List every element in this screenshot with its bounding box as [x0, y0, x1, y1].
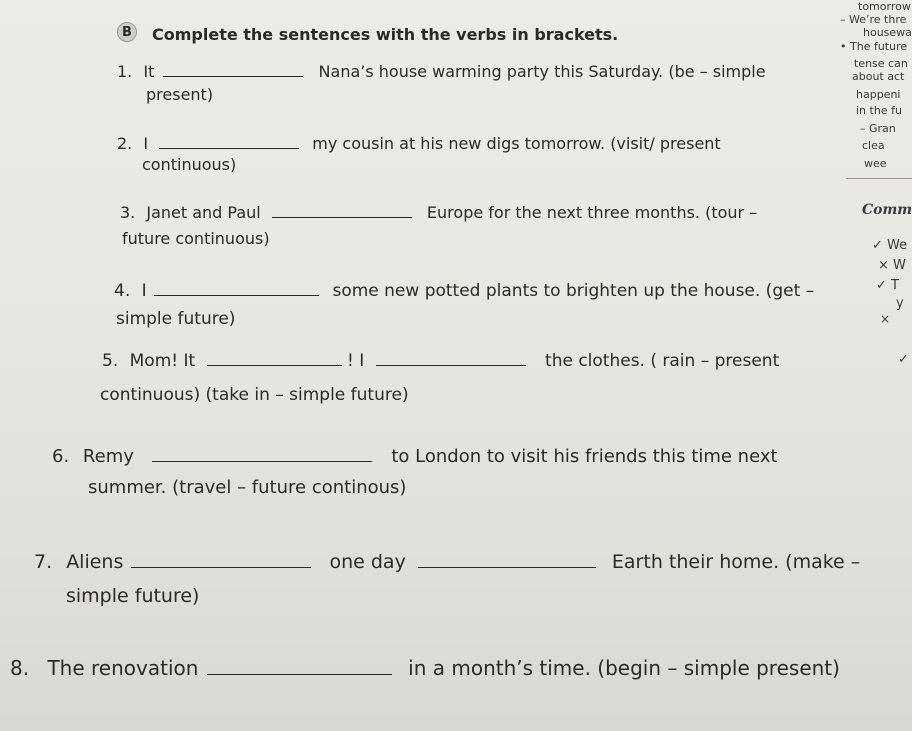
question-2-line-1: [117, 134, 721, 153]
question-text: my cousin at his new digs tomorrow. (visit/ present: [312, 134, 721, 153]
question-number: 4.: [114, 281, 131, 301]
answer-blank[interactable]: [131, 566, 311, 568]
answer-blank[interactable]: [163, 75, 303, 77]
answer-blank[interactable]: [152, 460, 372, 462]
question-number: 7.: [34, 551, 53, 573]
question-3-line-1: [120, 203, 757, 222]
sidebar-note: housewa: [863, 26, 912, 39]
question-8-line-1: [10, 656, 840, 680]
sidebar-heading: Comm: [862, 202, 912, 218]
sidebar-note: tense can: [854, 57, 908, 70]
answer-blank[interactable]: [376, 364, 526, 366]
question-text: I: [143, 134, 149, 153]
answer-blank[interactable]: [418, 566, 596, 568]
answer-blank[interactable]: [272, 216, 412, 218]
question-2-line-2: continuous): [142, 155, 237, 174]
question-number: 5.: [102, 351, 119, 371]
sidebar-note: • The future: [840, 40, 908, 53]
question-text: to London to visit his friends this time next: [391, 446, 778, 467]
question-number: 2.: [117, 134, 133, 153]
question-text: the clothes. ( rain – present: [545, 351, 780, 371]
question-5-line-2: continuous) (take in – simple future): [100, 385, 409, 405]
question-text: I: [141, 281, 147, 301]
section-badge-label: B: [122, 24, 132, 40]
question-3-line-2: future continuous): [122, 229, 270, 248]
question-text: It: [143, 62, 155, 81]
question-number: 8.: [10, 656, 30, 680]
question-number: 1.: [117, 62, 133, 81]
question-text: Mom! It: [129, 351, 196, 371]
question-text: one day: [329, 551, 406, 573]
question-text: ! I: [346, 351, 365, 371]
question-text: in a month’s time. (begin – simple present): [408, 656, 840, 680]
answer-blank[interactable]: [207, 673, 392, 675]
section-badge: [117, 22, 137, 42]
sidebar-note: – We’re thre: [840, 13, 907, 26]
sidebar-tick: ×: [880, 312, 891, 326]
sidebar-tick: ✓ We: [872, 238, 908, 253]
question-number: 3.: [120, 203, 136, 222]
question-text: Remy: [82, 446, 134, 467]
question-text: Europe for the next three months. (tour –: [426, 203, 758, 222]
question-text: Janet and Paul: [146, 203, 261, 222]
question-1-line-1: [117, 62, 766, 81]
question-4-line-2: simple future): [116, 309, 236, 329]
question-5-line-1: [102, 351, 779, 371]
answer-blank[interactable]: [154, 294, 319, 296]
question-text: Earth their home. (make –: [611, 551, 861, 573]
sidebar-note: in the fu: [856, 104, 902, 117]
sidebar-note: clea: [862, 139, 885, 152]
question-7-line-1: [34, 551, 860, 573]
question-text: some new potted plants to brighten up the house. (get –: [332, 281, 815, 301]
question-text: Nana’s house warming party this Saturday. (be – simple: [318, 62, 766, 81]
sidebar-tick: y: [896, 296, 904, 311]
sidebar-tick: × W: [878, 258, 906, 273]
sidebar-note: about act: [852, 70, 905, 83]
sidebar-note: happeni: [856, 88, 901, 101]
question-6-line-2: summer. (travel – future continous): [88, 477, 407, 498]
sidebar-note: – Gran: [860, 122, 896, 135]
sidebar-note: tomorrow: [858, 0, 911, 13]
section-title: Complete the sentences with the verbs in brackets.: [152, 25, 619, 44]
question-4-line-1: [114, 281, 814, 301]
question-number: 6.: [52, 446, 70, 467]
question-text: Aliens: [66, 551, 124, 573]
answer-blank[interactable]: [159, 147, 299, 149]
sidebar-note: wee: [864, 157, 887, 170]
question-7-line-2: simple future): [66, 585, 200, 607]
sidebar-tick: ✓ T: [876, 278, 899, 293]
answer-blank[interactable]: [207, 364, 342, 366]
question-1-line-2: present): [146, 85, 214, 104]
question-6-line-1: [52, 446, 778, 467]
sidebar-divider: [846, 178, 912, 179]
question-text: The renovation: [47, 656, 199, 680]
sidebar-tick: ✓: [898, 352, 909, 367]
